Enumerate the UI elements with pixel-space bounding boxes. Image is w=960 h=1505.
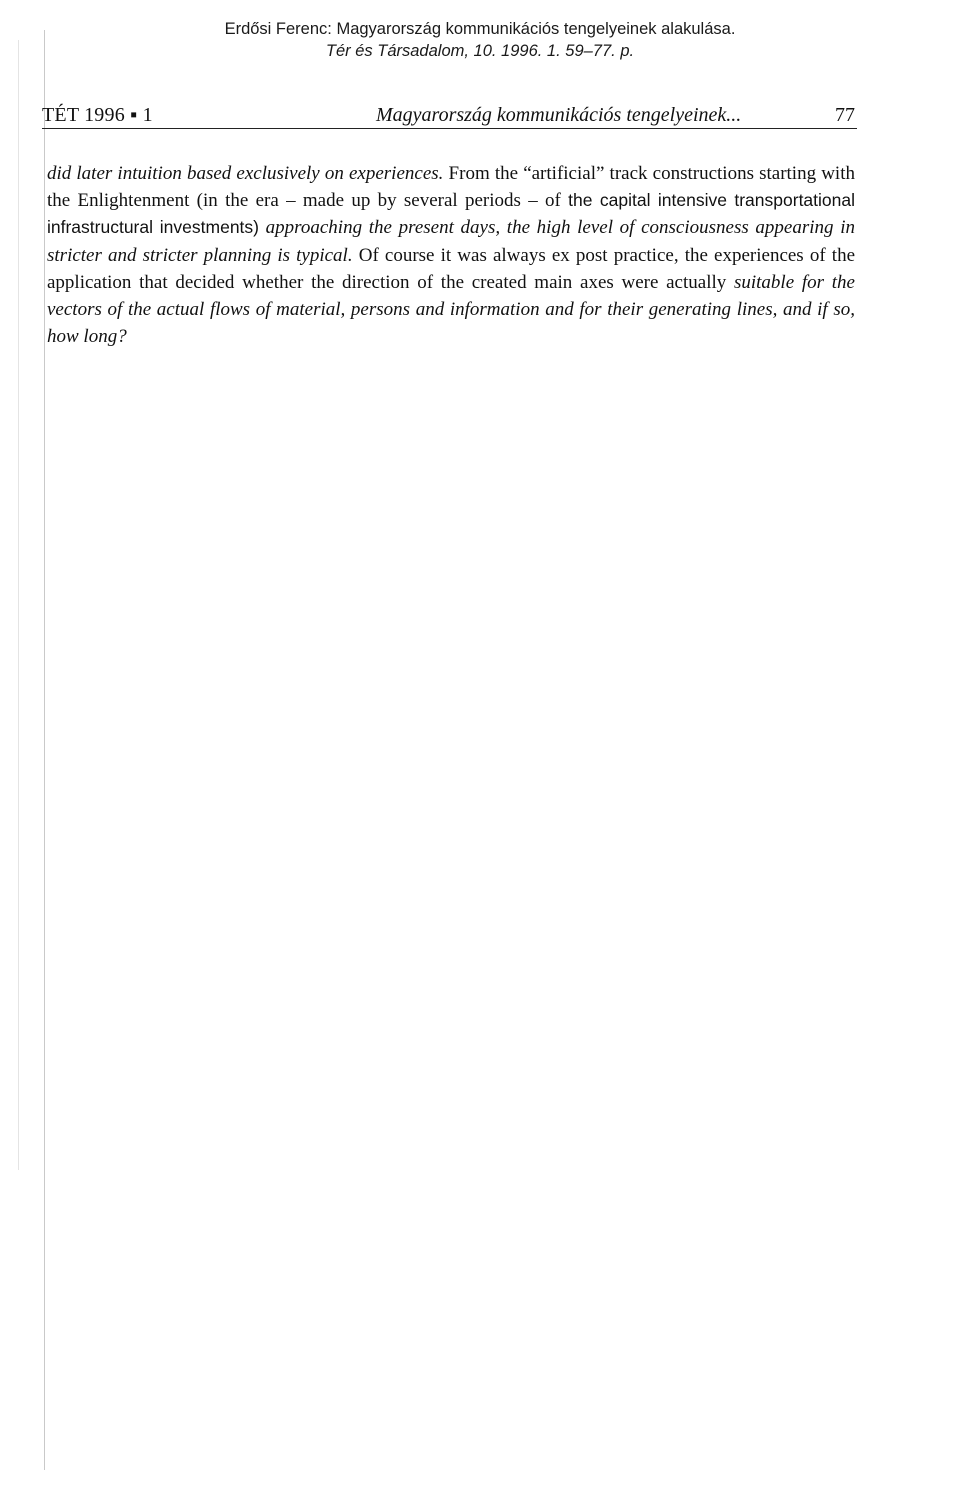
body-segment-1: did later intuition based exclusively on experiences. xyxy=(47,163,444,184)
scan-margin-line-faint xyxy=(18,40,19,1170)
article-short-title: Magyarország kommunikációs tengelyeinek... xyxy=(376,104,742,126)
scan-margin-line xyxy=(44,30,45,1470)
citation-line-2: Tér és Társadalom, 10. 1996. 1. 59–77. p. xyxy=(325,42,635,60)
body-paragraph xyxy=(47,160,855,350)
body-segment-6: suitable for the vectors of the actual flows of material, persons and information and for their generating lines, and if so, how long? xyxy=(47,271,855,348)
citation-line-1: Erdősi Ferenc: Magyarország kommunikációs tengelyeinek alakulása. xyxy=(224,20,736,38)
body-segment-2: From the “artificial” track constructions starting with the Enlightenment (in the era – made up by several periods – of xyxy=(47,163,855,212)
body-segment-5: Of course it was always ex post practice, the experiences of the application that decided whether the direction of the created main axes were actually xyxy=(47,244,855,293)
running-head xyxy=(42,102,857,129)
citation-header xyxy=(0,18,960,62)
journal-issue: TÉT 1996 ▪ 1 xyxy=(42,104,153,126)
body-segment-4: approaching the present days, the high level of consciousness appearing in stricter and stricter planning is typical. xyxy=(47,217,855,266)
body-segment-3: the capital intensive transportational infrastructural investments) xyxy=(47,190,855,238)
page-number: 77 xyxy=(835,104,855,126)
